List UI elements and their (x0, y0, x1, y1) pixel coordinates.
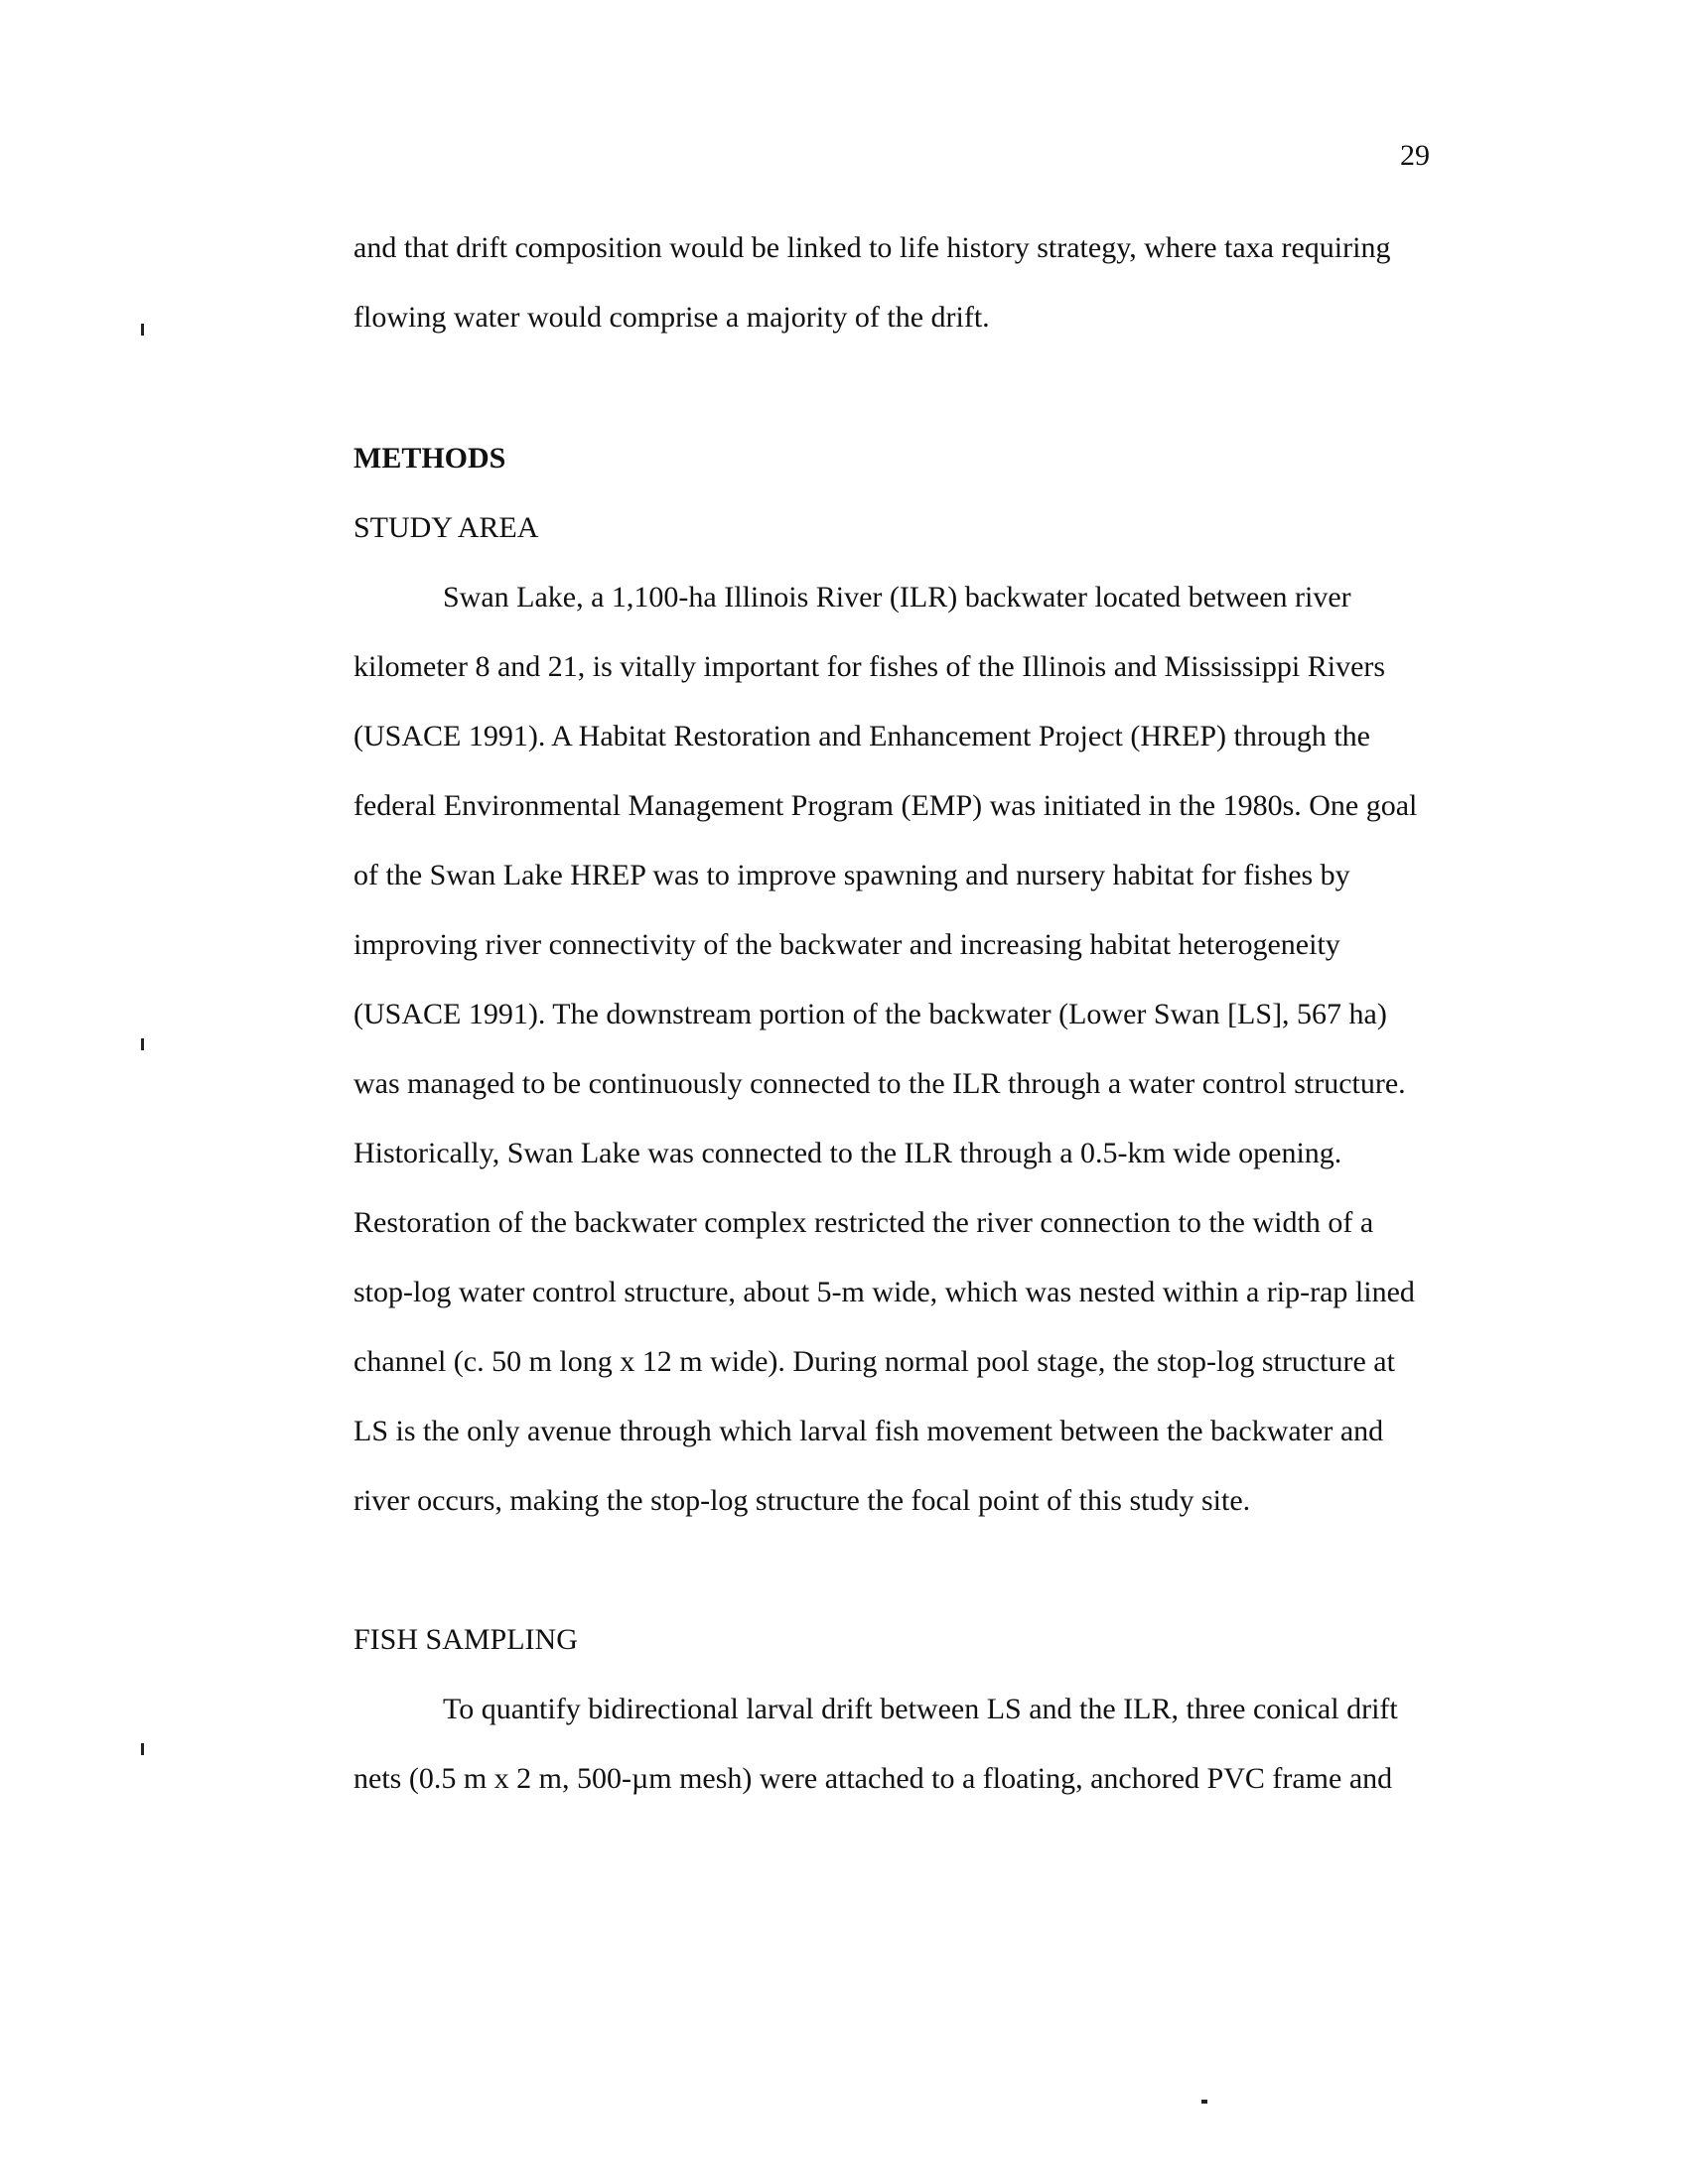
text-line: Restoration of the backwater complex restricted the river connection to the width of a (353, 1206, 1374, 1239)
subheading-fish-sampling: FISH SAMPLING (353, 1623, 578, 1656)
subheading-study-area: STUDY AREA (353, 511, 539, 544)
page-number: 29 (1400, 139, 1430, 172)
text-line: kilometer 8 and 21, is vitally important for fishes of the Illinois and Mississippi Rivers (353, 650, 1386, 683)
text-line: Swan Lake, a 1,100-ha Illinois River (ILR) backwater located between river (443, 581, 1351, 614)
scan-mark (141, 1743, 144, 1755)
text-line: flowing water would comprise a majority of the drift. (353, 301, 990, 334)
scan-speck (1201, 2100, 1207, 2104)
section-heading-methods: METHODS (353, 442, 506, 475)
text-line: (USACE 1991). A Habitat Restoration and Enhancement Project (HREP) through the (353, 720, 1370, 752)
scan-mark (141, 1038, 144, 1050)
text-line: nets (0.5 m x 2 m, 500-µm mesh) were attached to a floating, anchored PVC frame and (353, 1762, 1393, 1795)
text-line: stop-log water control structure, about 5-m wide, which was nested within a rip-rap lined (353, 1276, 1415, 1308)
text-line: (USACE 1991). The downstream portion of the backwater (Lower Swan [LS], 567 ha) (353, 998, 1387, 1030)
text-line: and that drift composition would be linked to life history strategy, where taxa requiring (353, 231, 1391, 264)
text-line: river occurs, making the stop-log structure the focal point of this study site. (353, 1484, 1251, 1517)
text-line: of the Swan Lake HREP was to improve spawning and nursery habitat for fishes by (353, 859, 1350, 891)
text-line: channel (c. 50 m long x 12 m wide). During normal pool stage, the stop-log structure at (353, 1345, 1395, 1378)
text-line: federal Environmental Management Program (EMP) was initiated in the 1980s. One goal (353, 789, 1418, 822)
text-line: Historically, Swan Lake was connected to the ILR through a 0.5-km wide opening. (353, 1137, 1342, 1169)
text-line: LS is the only avenue through which larval fish movement between the backwater and (353, 1415, 1384, 1447)
text-line: To quantify bidirectional larval drift between LS and the ILR, three conical drift (443, 1693, 1398, 1725)
scan-mark (141, 324, 144, 336)
text-line: improving river connectivity of the backwater and increasing habitat heterogeneity (353, 928, 1340, 961)
text-line: was managed to be continuously connected to the ILR through a water control structure. (353, 1067, 1406, 1100)
